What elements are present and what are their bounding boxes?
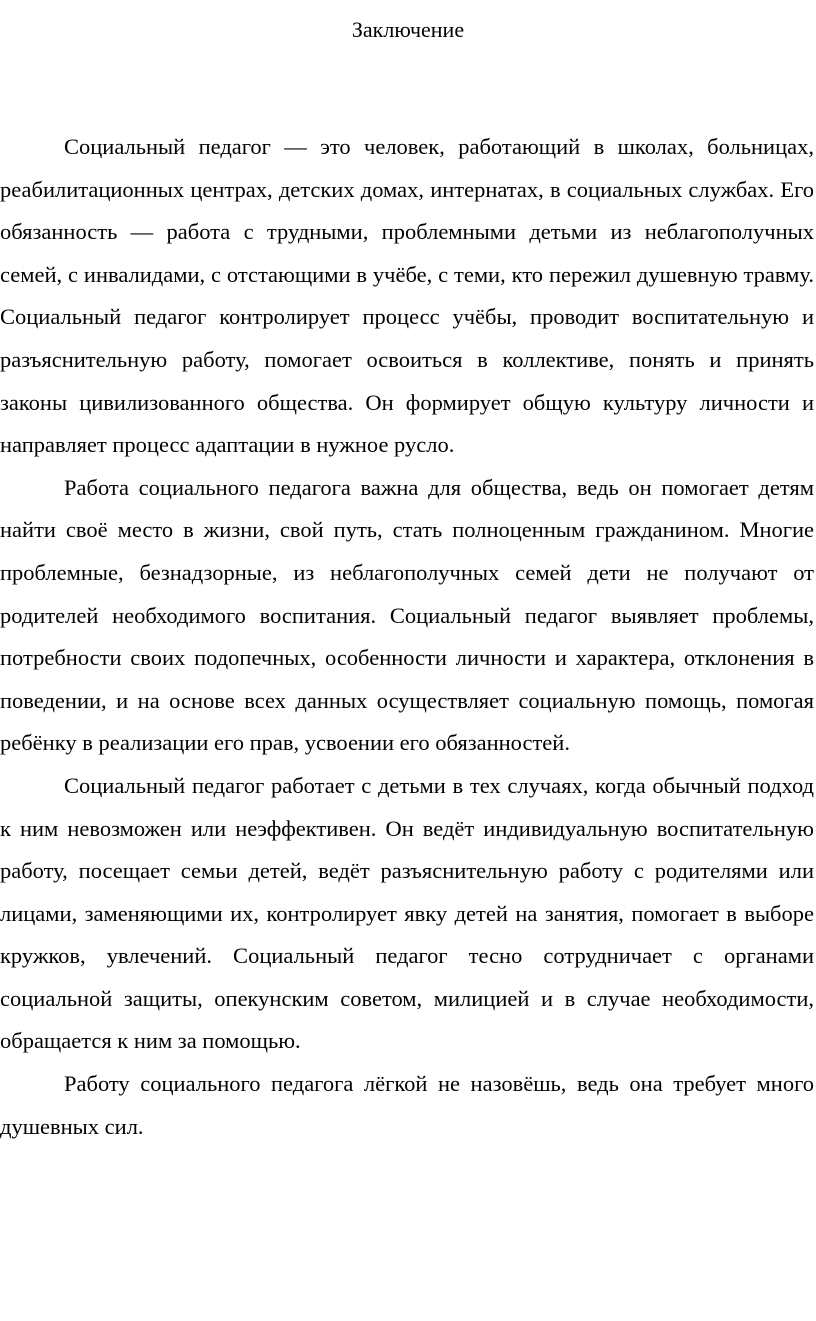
paragraph-3: Социальный педагог работает с детьми в тех случаях, когда обычный подход к ним невозможен или неэффективен. Он ведёт индивидуальную воспитательную работу, посещает семьи детей, ведёт разъяснительную работу с родителями или лицами, заменяющими их, контролирует явку детей на занятия, помогает в выборе кружков, увлечений. Социальный педагог тесно сотрудничает с органами социальной защиты, опекунским советом, милицией и в случае необходимости, обращается к ним за помощью.	[0, 772, 814, 1054]
paragraph-4: Работу социального педагога лёгкой не назовёшь, ведь она требует много душевных сил.	[0, 1071, 814, 1139]
paragraph-1: Социальный педагог — это человек, работающий в школах, больницах, реабилитационных центрах, детских домах, интернатах, в социальных службах. Его обязанность — работа с трудными, проблемными детьми из неблагополучных семей, с инвалидами, с отстающими в учёбе, с теми, кто пережил душевную травму. Социальный педагог контролирует процесс учёбы, проводит воспитательную и разъяснительную работу, помогает освоиться в коллективе, понять и принять законы цивилизованного общества. Он формирует общую культуру личности и направляет процесс адаптации в нужное русло.	[0, 134, 814, 458]
page-title: Заключение	[351, 17, 465, 42]
document-body	[0, 126, 814, 1148]
paragraph-2: Работа социального педагога важна для общества, ведь он помогает детям найти своё место в жизни, свой путь, стать полноценным гражданином. Многие проблемные, безнадзорные, из неблагополучных семей дети не получают от родителей необходимого воспитания. Социальный педагог выявляет проблемы, потребности своих подопечных, особенности личности и характера, отклонения в поведении, и на основе всех данных осуществляет социальную помощь, помогая ребёнку в реализации его прав, усвоении его обязанностей.	[0, 474, 814, 756]
